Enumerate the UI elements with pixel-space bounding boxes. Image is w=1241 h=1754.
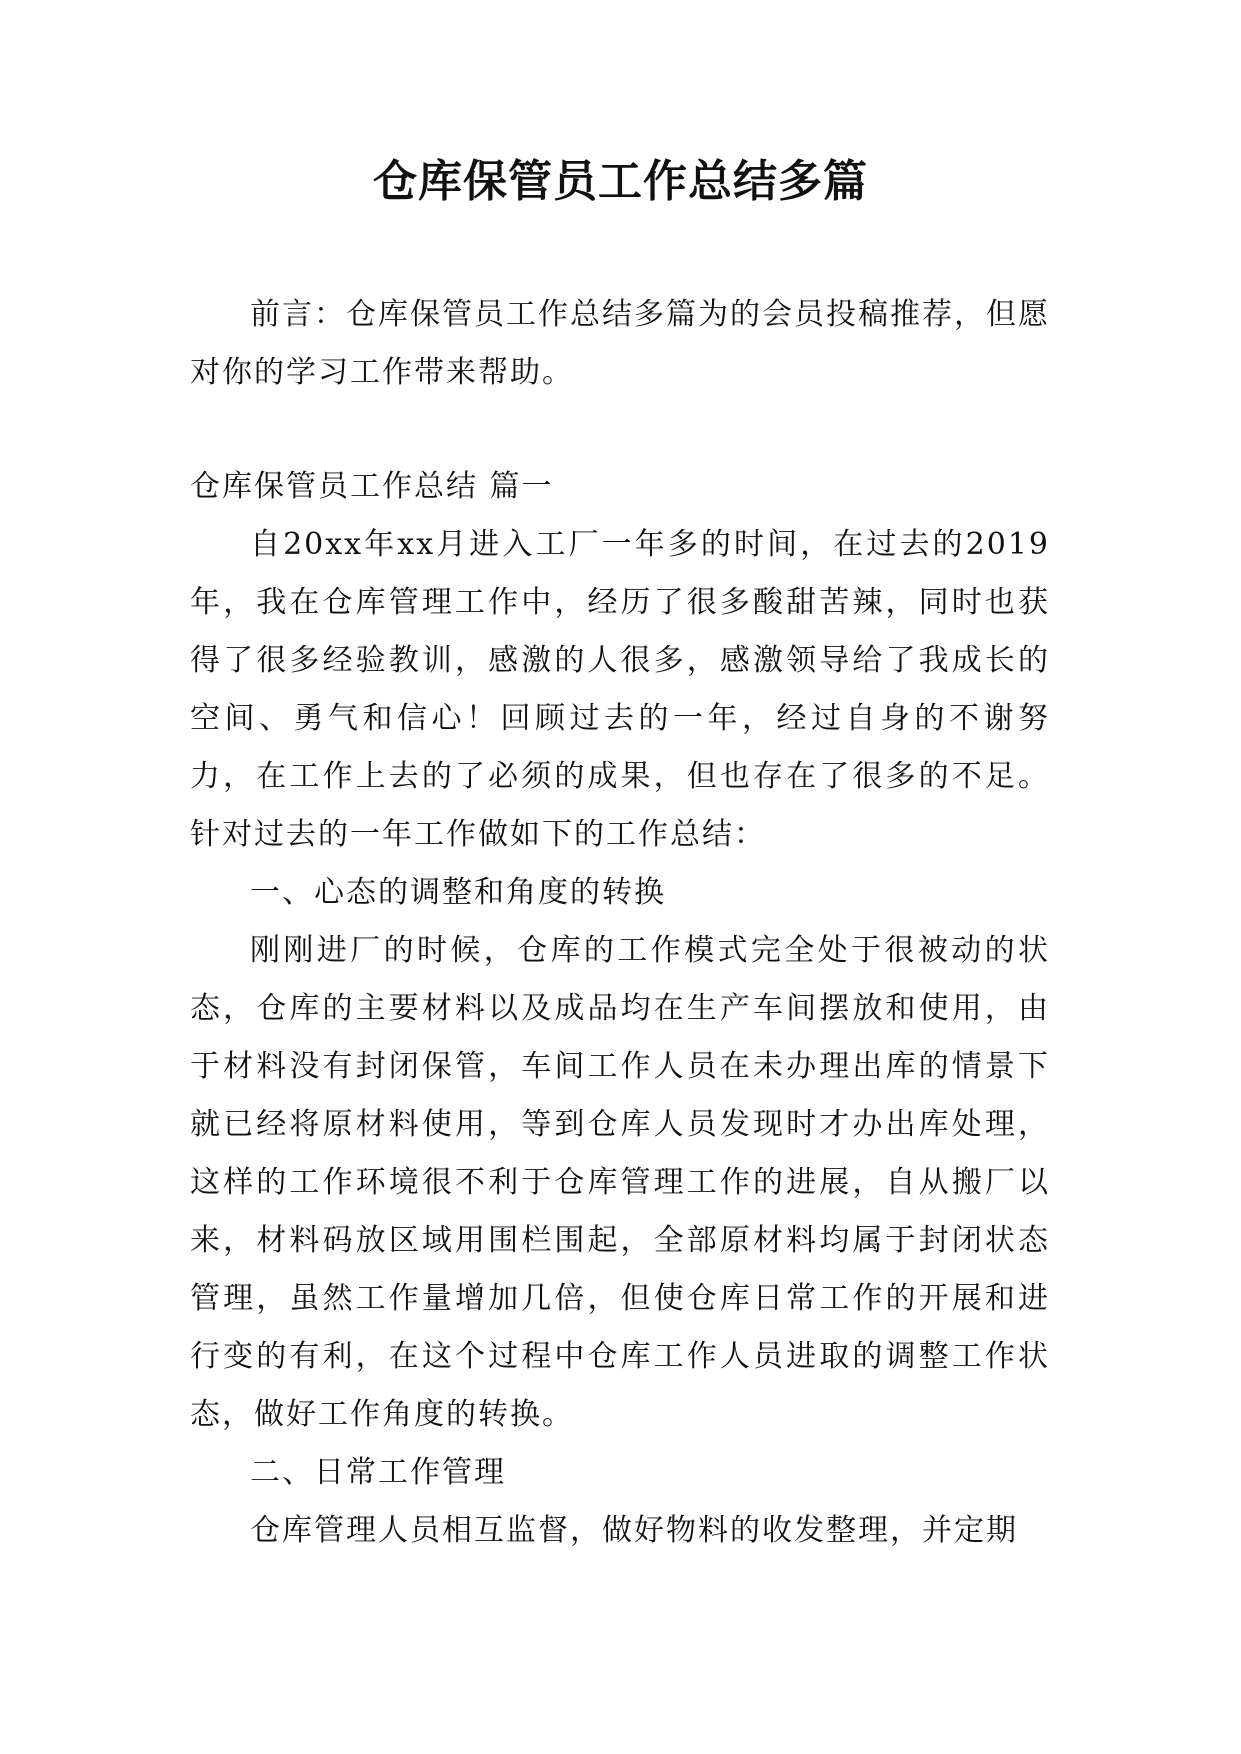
main-content xyxy=(190,458,1050,1560)
section-heading-2: 二、日常工作管理 xyxy=(250,1455,506,1490)
section-heading-1: 一、心态的调整和角度的转换 xyxy=(250,875,666,910)
part-one-heading: 仓库保管员工作总结 篇一 xyxy=(190,469,554,504)
preface-paragraph: 前言：仓库保管员工作总结多篇为的会员投稿推荐，但愿对你的学习工作带来帮助。 xyxy=(190,297,1050,390)
paragraph-section-1: 刚刚进厂的时候，仓库的工作模式完全处于很被动的状态，仓库的主要材料以及成品均在生产车间摆放和使用，由于材料没有封闭保管，车间工作人员在未办理出库的情景下就已经将原材料使用，等到仓库人员发现时才办出库处理，这样的工作环境很不利于仓库管理工作的进展，自从搬厂以来，材料码放区域用围栏围起，全部原材料均属于封闭状态管理，虽然工作量增加几倍，但使仓库日常工作的开展和进行变的有利，在这个过程中仓库工作人员进取的调整工作状态，做好工作角度的转换。 xyxy=(190,933,1050,1432)
document-title: 仓库保管员工作总结多篇 xyxy=(373,156,868,207)
paragraph-intro: 自20xx年xx月进入工厂一年多的时间，在过去的2019年，我在仓库管理工作中，经历了很多酸甜苦辣，同时也获得了很多经验教训，感激的人很多，感激领导给了我成长的空间、勇气和信心！回顾过去的一年，经过自身的不谢努力，在工作上去的了必须的成果，但也存在了很多的不足。针对过去的一年工作做如下的工作总结： xyxy=(190,527,1050,852)
preface-block xyxy=(190,286,1050,402)
paragraph-section-2: 仓库管理人员相互监督，做好物料的收发整理，并定期 xyxy=(250,1513,1018,1548)
